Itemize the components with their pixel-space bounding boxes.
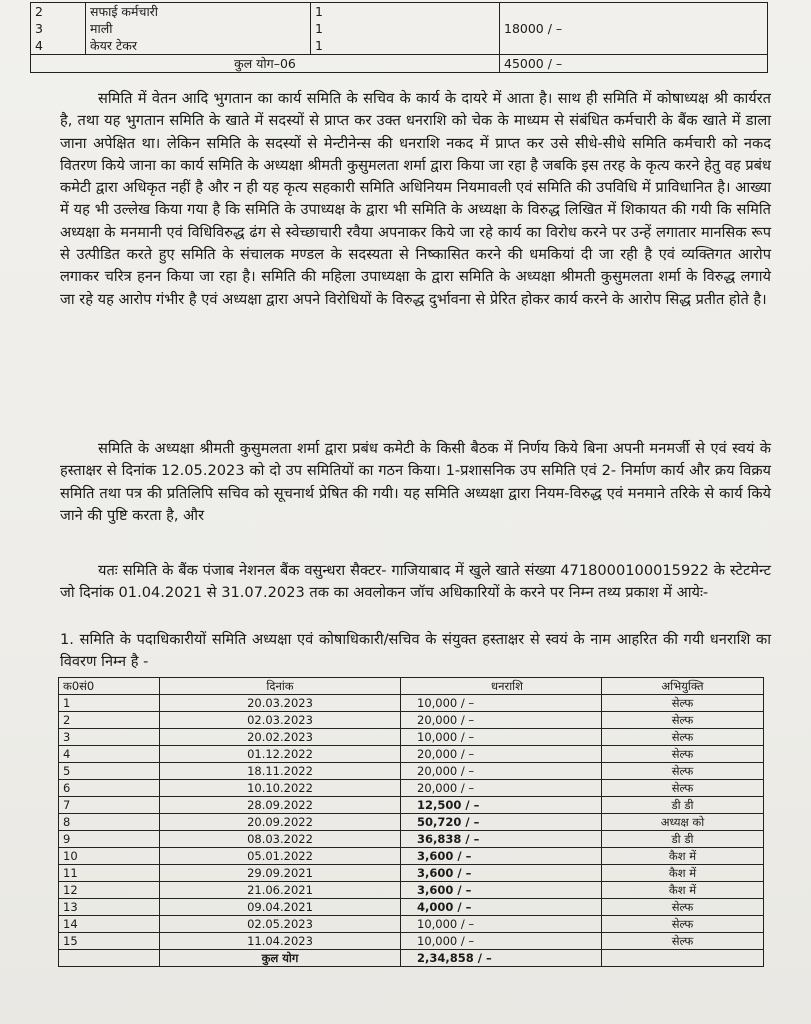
amount-cell: 10,000 / –	[401, 916, 602, 933]
date-cell: 28.09.2022	[160, 797, 401, 814]
table-row	[59, 916, 764, 933]
date-cell: 11.04.2023	[160, 933, 401, 950]
remark-cell: सेल्फ	[602, 916, 764, 933]
pen-tip	[0, 0, 31, 3]
salary-cell: 18000 / –	[500, 3, 768, 55]
date-cell: 29.09.2021	[160, 865, 401, 882]
table-row	[59, 899, 764, 916]
amount-cell: 50,720 / –	[401, 814, 602, 831]
header-date: दिनांक	[160, 678, 401, 695]
table-row	[59, 831, 764, 848]
date-cell: 01.12.2022	[160, 746, 401, 763]
serial-cell: 8	[59, 814, 160, 831]
serial-cell: 4	[59, 746, 160, 763]
table-row	[59, 729, 764, 746]
paragraph-1: समिति में वेतन आदि भुगतान का कार्य समिति के सचिव के कार्य के दायरे में आता है। साथ ही समिति में कोषाध्यक्ष श्री कार्यरत है, तथा यह भुगतान समिति के खाते में सदस्यों से प्राप्त कर उक्त धनराशि को चेक के माध्यम से संबंधित कर्मचारी के बैंक खाते में डाला जाना अपेक्षित था। लेकिन समिति के सदस्यों से मेन्टीनेन्स की धनराशि नकद में प्राप्त कर उसे सीधे-सीधे समिति कर्मचारी को नकद वितरण किये जाना का कार्य समिति के अध्यक्षा श्रीमती कुसुमलता शर्मा द्वारा किया जा रहा है जबकि इस तरह के कृत्य करने हेतु वह प्रबंध कमेटी द्वारा अधिकृत नहीं है और न ही यह कृत्य सहकारी समिति अधिनियम नियमावली एवं समिति की उपविधि में प्राविधानित है। आख्या में यह भी उल्लेख किया गया है कि समिति के उपाध्यक्ष के द्वारा भी समिति के अध्यक्षा के विरुद्ध लिखित में शिकायत की गयी कि समिति अध्यक्षा के मनमानी एवं विधिविरुद्ध ढंग से स्वेच्छाचारी रवैया अपनाकर किये जा रहे कार्य का विरोध करने पर उन्हें लगातार मानसिक रूप से उत्पीडित करते हुए समिति के संचालक मण्डल के सदस्यता से निष्कासित करने की धमकियां दी जा रही है एवं व्यक्तिगत आरोप लगाकर चरित्र हनन किया जा रहा है। समिति की महिला उपाध्यक्षा के द्वारा समिति के अध्यक्षा श्रीमती कुसुमलता शर्मा के विरुद्ध लगाये जा रहे यह आरोप गंभीर है एवं अध्यक्षा द्वारा अपने विरोधियों के विरुद्ध दुर्भावना से प्रेरित होकर कार्य करने के आरोप सिद्ध प्रतीत होते है।	[60, 90, 771, 308]
amount-cell: 10,000 / –	[401, 695, 602, 712]
amount-cell: 20,000 / –	[401, 746, 602, 763]
role-cell: सफाई कर्मचारी माली केयर टेकर	[86, 3, 311, 55]
amount-cell: 3,600 / –	[401, 865, 602, 882]
serial-cell: 15	[59, 933, 160, 950]
serial-cell: 11	[59, 865, 160, 882]
remark-cell: सेल्फ	[602, 780, 764, 797]
remark-cell: सेल्फ	[602, 729, 764, 746]
header-remark: अभियुक्ति	[602, 678, 764, 695]
date-cell: 09.04.2021	[160, 899, 401, 916]
table-row	[59, 933, 764, 950]
table-row	[31, 3, 768, 55]
serial-cell: 3	[59, 729, 160, 746]
date-cell: 21.06.2021	[160, 882, 401, 899]
serial-cell: 2 3 4	[31, 3, 86, 55]
table-body	[59, 695, 764, 950]
header-amount: धनराशि	[401, 678, 602, 695]
date-cell: 02.05.2023	[160, 916, 401, 933]
remark-cell: अध्यक्ष को	[602, 814, 764, 831]
table-row	[59, 814, 764, 831]
serial-cell: 2	[59, 712, 160, 729]
total-label: कुल योग	[160, 950, 401, 967]
remark-cell: सेल्फ	[602, 763, 764, 780]
remark-cell: सेल्फ	[602, 712, 764, 729]
table-row	[59, 865, 764, 882]
amount-cell: 3,600 / –	[401, 848, 602, 865]
withdrawal-table	[58, 677, 764, 967]
amount-cell: 10,000 / –	[401, 729, 602, 746]
table-row	[59, 882, 764, 899]
serial-cell: 12	[59, 882, 160, 899]
serial-cell: 14	[59, 916, 160, 933]
paragraph-2: समिति के अध्यक्षा श्रीमती कुसुमलता शर्मा द्वारा प्रबंध कमेटी के किसी बैठक में निर्णय किये बिना अपनी मनमर्जी से एवं स्वयं के हस्ताक्षर से दिनांक 12.05.2023 को दो उप समितियों का गठन किया। 1-प्रशासनिक उप समिति एवं 2- निर्माण कार्य और क्रय विक्रय समिति तथा पत्र की प्रतिलिपि सचिव को सूचनार्थ प्रेषित की गयी। यह समिति अध्यक्षा द्वारा नियम-विरुद्ध एवं मनमाने तरिके से कार्य किये जाने की पुष्टि करता है, और	[60, 440, 771, 524]
remark-cell: सेल्फ	[602, 899, 764, 916]
serial-cell: 5	[59, 763, 160, 780]
date-cell: 10.10.2022	[160, 780, 401, 797]
amount-cell: 20,000 / –	[401, 712, 602, 729]
amount-cell: 4,000 / –	[401, 899, 602, 916]
paragraph-3: यतः समिति के बैंक पंजाब नेशनल बैंक वसुन्धरा सैक्टर- गाजियाबाद में खुले खाते संख्या 4718000100015922 के स्टेटमेन्ट जो दिनांक 01.04.2021 से 31.07.2023 तक का अवलोकन जॉच अधिकारियों के करने पर निम्न तथ्य प्रकाश में आयेः-	[60, 562, 771, 602]
amount-cell: 20,000 / –	[401, 763, 602, 780]
table-row	[59, 848, 764, 865]
staff-salary-table	[30, 2, 768, 73]
count-cell: 1 1 1	[311, 3, 500, 55]
table-row	[59, 797, 764, 814]
table-row	[59, 712, 764, 729]
table-row	[31, 55, 768, 73]
table-row	[59, 763, 764, 780]
serial-cell: 7	[59, 797, 160, 814]
date-cell: 08.03.2022	[160, 831, 401, 848]
table-row	[59, 780, 764, 797]
amount-cell: 20,000 / –	[401, 780, 602, 797]
date-cell: 20.09.2022	[160, 814, 401, 831]
date-cell: 05.01.2022	[160, 848, 401, 865]
header-serial: क0सं0	[59, 678, 160, 695]
remark-cell: कैश में	[602, 848, 764, 865]
table-header-row	[59, 678, 764, 695]
total-label: कुल योग–06	[31, 55, 500, 73]
serial-cell: 1	[59, 695, 160, 712]
date-cell: 20.03.2023	[160, 695, 401, 712]
remark-cell: कैश में	[602, 865, 764, 882]
remark-cell: डी डी	[602, 831, 764, 848]
serial-cell: 10	[59, 848, 160, 865]
total-value: 45000 / –	[500, 55, 768, 73]
total-amount: 2,34,858 / –	[401, 950, 602, 967]
remark-cell: डी डी	[602, 797, 764, 814]
serial-cell: 13	[59, 899, 160, 916]
table-row	[59, 746, 764, 763]
date-cell: 02.03.2023	[160, 712, 401, 729]
amount-cell: 12,500 / –	[401, 797, 602, 814]
paragraph-4: 1. समिति के पदाधिकारीयों समिति अध्यक्षा एवं कोषाधिकारी/सचिव के संयुक्त हस्ताक्षर से स्वयं के नाम आहरित की गयी धनराशि का विवरण निम्न है -	[60, 631, 771, 671]
remark-cell: सेल्फ	[602, 746, 764, 763]
serial-cell: 9	[59, 831, 160, 848]
table-row	[59, 695, 764, 712]
total-row	[59, 950, 764, 967]
remark-cell: सेल्फ	[602, 695, 764, 712]
remark-cell: कैश में	[602, 882, 764, 899]
date-cell: 18.11.2022	[160, 763, 401, 780]
serial-cell: 6	[59, 780, 160, 797]
remark-cell: सेल्फ	[602, 933, 764, 950]
date-cell: 20.02.2023	[160, 729, 401, 746]
amount-cell: 10,000 / –	[401, 933, 602, 950]
amount-cell: 3,600 / –	[401, 882, 602, 899]
amount-cell: 36,838 / –	[401, 831, 602, 848]
